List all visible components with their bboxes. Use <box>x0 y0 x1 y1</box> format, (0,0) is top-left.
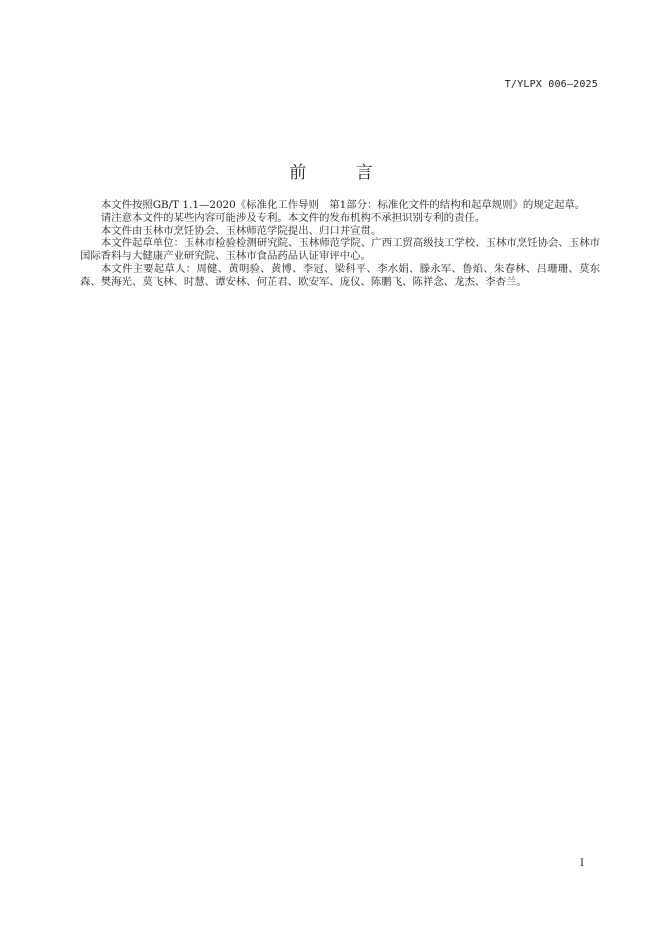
document-code: T/YLPX 006—2025 <box>504 79 598 90</box>
paragraph-patent-notice: 请注意本文件的某些内容可能涉及专利。本文件的发布机构不承担识别专利的责任。 <box>100 211 486 224</box>
paragraph-proposer: 本文件由玉林市烹饪协会、玉林师范学院提出、归口并宣贯。 <box>100 224 382 237</box>
page-number: I <box>580 858 584 869</box>
paragraph-drafting-basis: 本文件按照GB/T 1.1—2020《标准化工作导则 第1部分：标准化文件的结构和起草规则》的规定起草。 <box>100 199 586 211</box>
section-title: 前 言 <box>289 163 395 183</box>
paragraph-drafters: 本文件主要起草人：周健、黄明验、黄博、李冠、梁科平、李水娟、滕永军、鲁焰、朱春林、吕珊珊、莫东森、樊海光、莫飞林、时慧、谭安林、何芷君、欧安军、庞仪、陈鹏飞、陈祥念、龙杰、李杏兰。 <box>80 262 600 288</box>
paragraph-drafting-units: 本文件起草单位：玉林市检验检测研究院、玉林师范学院、广西工贸高级技工学校、玉林市烹饪协会、玉林市国际香料与大健康产业研究院、玉林市食品药品认证审评中心。 <box>80 237 600 263</box>
foreword-body <box>80 199 600 289</box>
